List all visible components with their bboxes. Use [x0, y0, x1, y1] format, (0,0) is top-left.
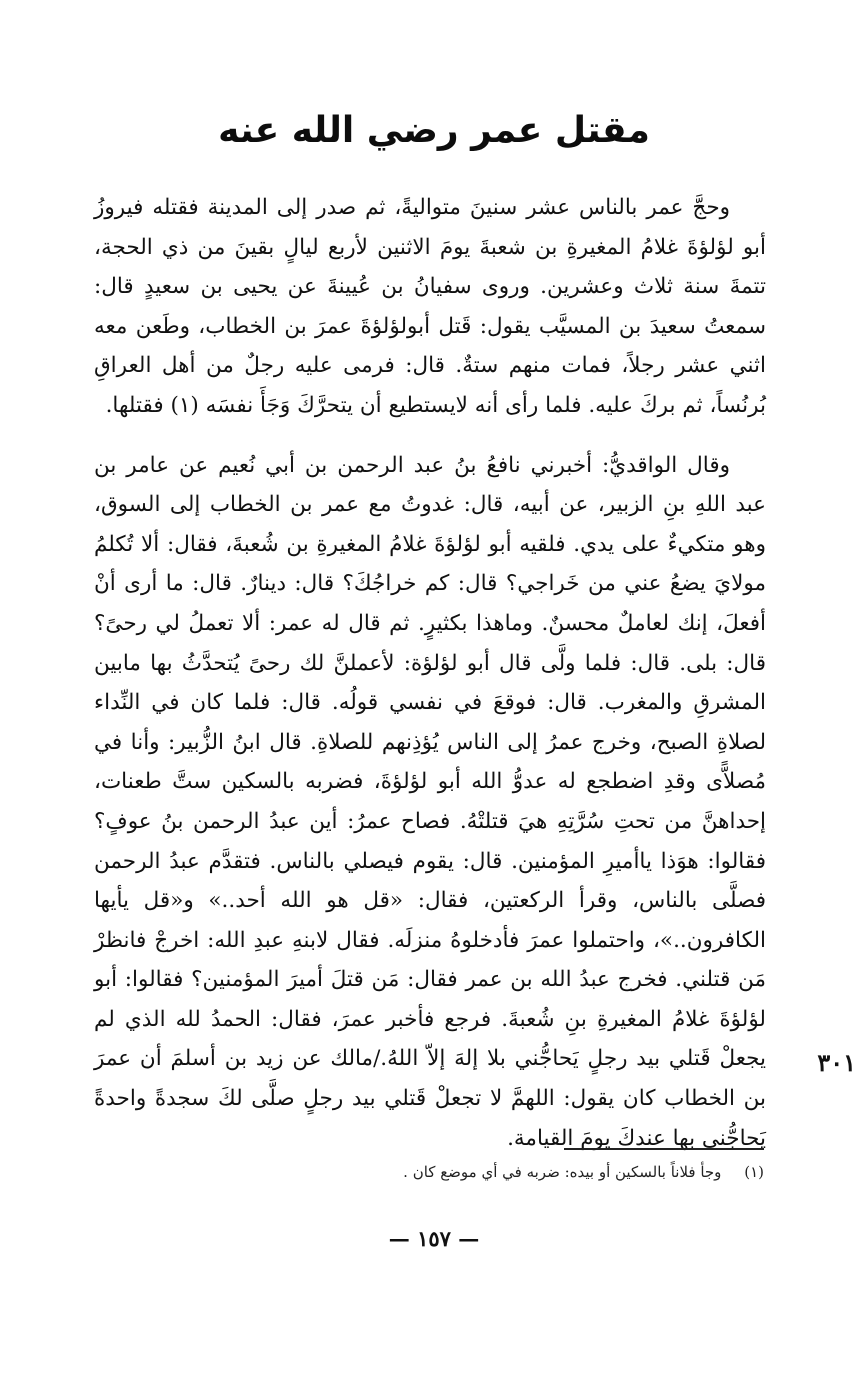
- footnote-text: وجأ فلاناً بالسكين أو بيده: ضربه في أي موضع كان .: [403, 1163, 722, 1181]
- margin-reference-number: ٣٠١: [817, 1048, 856, 1077]
- paragraph: وحجَّ عمر بالناس عشر سنينَ متواليةً، ثم صدر إلى المدينة فقتله فيروزُ أبو لؤلؤةَ غلامُ المغيرةِ بن شعبةَ يومَ الاثنين لأربع ليالٍ بقينَ من ذي الحجة، تتمةَ سنة ثلاث وعشرين. وروى سفيانُ بن عُيينةَ عن يحيى بن سعيدٍ قال: سمعتُ سعيدَ بن المسيَّب يقول: قَتل أبولؤلؤةَ عمرَ بن الخطاب، وطَعن معه اثني عشر رجلاً، فمات منهم ستةٌ. قال: فرمى عليه رجلٌ من أهل العراقِ بُرنُساً، ثم بركَ عليه. فلما رأى أنه لايستطيع أن يتحرَّكَ وَجَأَ نفسَه (١) فقتلها.: [94, 195, 766, 418]
- footnote-number: (١): [744, 1163, 764, 1181]
- footnote-divider: [564, 1148, 764, 1150]
- chapter-title: مقتل عمر رضي الله عنه: [218, 110, 650, 151]
- paragraph: وقال الواقديُّ: أخبرني نافعُ بنُ عبد الرحمن بن أبي نُعيم عن عامر بن عبد اللهِ بنِ الزبير، عن أبيه، قال: غدوتُ مع عمر بن الخطاب إلى السوق، وهو متكيءٌ على يدي. فلقيه أبو لؤلؤةَ غلامُ المغيرةِ بن شُعبةَ، فقال: ألا تُكلمُ مولايَ يضعُ عني من خَراجي؟ قال: كم خراجُكَ؟ قال: دينارٌ. قال: ما أرى أنْ أفعلَ، إنك لعاملٌ محسنٌ. وماهذا بكثيرٍ. ثم قال له عمر: ألا تعملُ لي رحىً؟ قال: بلى. قال: فلما ولَّى قال أبو لؤلؤة: لأعملنَّ لك رحىً يُتحدَّثُ بها مابين المشرقِ والمغرب. قال: فوقعَ في نفسي قولُه. قال: فلما كان في النِّداء لصلاةِ الصبح، وخرج عمرُ إلى الناس يُؤذِنهم للصلاةِ. قال ابنُ الزُّبير: وأنا في مُصلاًّى وقدِ اضطجع له عدوُّ الله أبو لؤلؤةَ، فضربه بالسكين ستَّ طعنات، إحداهنَّ من تحتِ سُرَّتِهِ هيَ قتلتْهُ. فصاح عمرُ: أين عبدُ الرحمن بنُ عوفٍ؟ فقالوا: هوَذا ياأميرِ المؤمنين. قال: يقوم فيصلي بالناس. فتقدَّم عبدُ الرحمن فصلَّى بالناس، وقرأ الركعتين، فقال: «قل هو الله أحد..» و«قل يأيها الكافرون..»، واحتملوا عمرَ فأدخلوهُ منزلَه. فقال لابنهِ عبدِ الله: اخرجْ فانظرْ مَن قتلني. فخرج عبدُ الله بن عمر فقال: مَن قتلَ أميرَ المؤمنين؟ فقالوا: أبو لؤلؤةَ غلامُ المغيرةِ بنِ شُعبةَ. فرجع فأخبر عمرَ، فقال: الحمدُ لله الذي لم يجعلْ قَتلي بيد رجلٍ يَحاجُّني بلا إلهَ إلاّ اللهُ./مالك عن زيد بن أسلمَ أن عمرَ بن الخطاب كان يقول: اللهمَّ لا تجعلْ قَتلي بيد رجلٍ صلَّى لكَ سجدةً واحدةً يَحاجُّني بها عندكَ يومَ القيامة.: [94, 452, 766, 1151]
- page-number: — ١٥٧ —: [388, 1226, 480, 1251]
- body-text: [94, 188, 766, 1158]
- footnote: [104, 1160, 764, 1184]
